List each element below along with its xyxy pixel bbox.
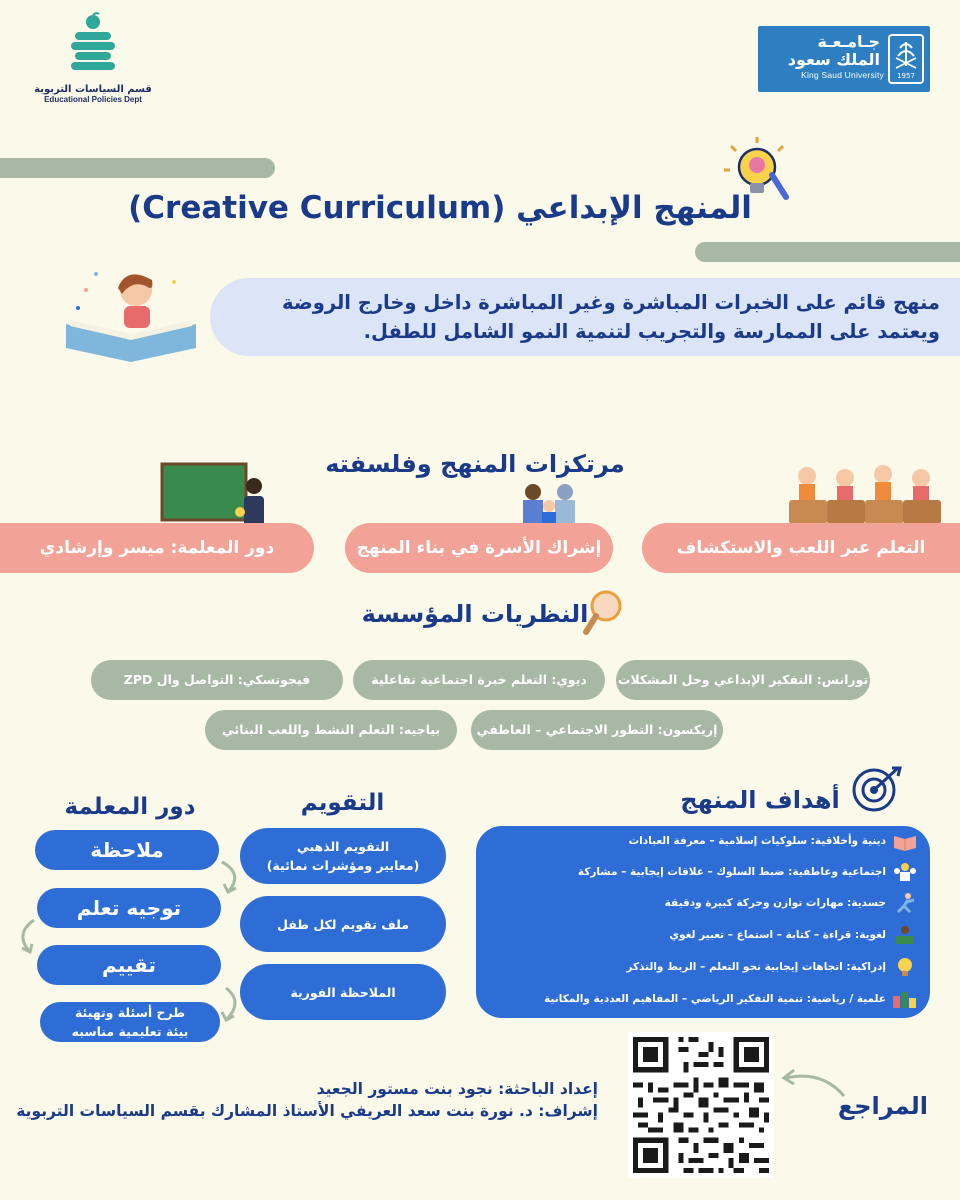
prepared-by: إعداد الباحثة: نجود بنت مستور الجعيد: [316, 1080, 598, 1098]
target-icon: [850, 764, 904, 814]
ksu-year: 1957: [897, 72, 915, 80]
chalkboard-teacher-icon: [160, 462, 270, 532]
teacher-role-guidance: توجيه تعلم: [37, 888, 221, 928]
evaluation-title: التقويم: [300, 790, 385, 816]
ksu-emblem-icon: [888, 34, 924, 84]
evaluation-item-line1: الملاحظة الفورية: [290, 984, 396, 1000]
page-title: المنهج الإبداعي (Creative Curriculum): [128, 190, 752, 226]
evaluation-golden-assessment: [240, 828, 446, 884]
goal-label: علمية / رياضية: تنمية التفكير الرياضي – المفاهيم العددية والمكانية: [544, 993, 886, 1005]
goal-item: [488, 984, 918, 1014]
idea-bulb-icon: [892, 956, 918, 978]
ksu-name-ar-line2: الملك سعود: [787, 50, 880, 69]
evaluation-item-line2: (معايير ومؤشرات نمائية): [266, 858, 420, 873]
kids-playing-icon: [785, 458, 945, 528]
books-apple-icon: [63, 12, 123, 76]
goals-box: [476, 826, 930, 1018]
references-label: المراجع: [837, 1092, 928, 1120]
evaluation-item-line1: ملف تقويم لكل طفل: [277, 916, 409, 932]
dept-logo: [28, 12, 158, 106]
dept-name-ar: قسم السياسات التربوية: [34, 84, 152, 95]
goal-label: لغوية: قراءة – كتابة – استماع – تعبير لغوي: [669, 929, 886, 941]
goal-item: [488, 920, 918, 950]
pillar-teacher-role: دور المعلمة: ميسر وإرشادي: [0, 523, 314, 573]
decorative-bar-right: [695, 242, 960, 262]
theory-torrance: تورانس: التفكير الإبداعي وحل المشكلات: [616, 660, 870, 700]
evaluation-item-line1: التقويم الذهبي: [296, 839, 390, 854]
intro-text: منهج قائم على الخبرات المباشرة وغير المباشرة داخل وخارج الروضة ويعتمد على الممارسة والتجريب لتنمية النمو الشامل للطفل.: [282, 291, 940, 343]
goal-item: [488, 952, 918, 982]
math-science-icon: [892, 988, 918, 1010]
pillar-play-exploration: التعلم عبر اللعب والاستكشاف: [642, 523, 960, 573]
theory-erikson: إريكسون: التطور الاجتماعي – العاطفي: [471, 710, 723, 750]
decorative-bar-top: [0, 158, 275, 178]
goal-label: دينية وأخلاقية: سلوكيات إسلامية – معرفة العبادات: [628, 835, 886, 847]
goal-label: إدراكية: اتجاهات إيجابية نحو التعلم – الربط والتذكر: [626, 961, 886, 973]
ksu-name-en: King Saud University: [801, 70, 884, 80]
reading-child-icon: [892, 924, 918, 946]
teacher-role-assessment: تقييم: [37, 945, 221, 985]
pillar-family-involvement: إشراك الأسرة في بناء المنهج: [345, 523, 613, 573]
social-group-icon: [892, 861, 918, 883]
flow-arrows-icon: [0, 840, 260, 1040]
teacher-role-title: دور المعلمة: [64, 794, 196, 820]
theories-title: النظريات المؤسسة: [361, 600, 589, 628]
goal-label: اجتماعية وعاطفية: ضبط السلوك – علاقات إيجابية – مشاركة: [577, 866, 886, 878]
ksu-logo: [758, 26, 930, 92]
intro-box: [210, 278, 960, 356]
ksu-name-ar: [762, 33, 880, 69]
theory-vygotsky: فيجوتسكي: التواصل وال ZPD: [91, 660, 343, 700]
evaluation-instant-observation: [240, 964, 446, 1020]
goal-label: جسدية: مهارات توازن وحركة كبيرة ودقيقة: [664, 897, 886, 909]
teacher-role-questions-line1: طرح أسئلة وتهيئة: [74, 1005, 186, 1020]
ksu-name-ar-line1: جـامـعـة: [817, 32, 880, 51]
goal-item: [488, 857, 918, 887]
dept-name-en: Educational Policies Dept: [44, 95, 142, 104]
references-qr-code[interactable]: [628, 1032, 774, 1178]
teacher-role-questions-line2: بيئة تعليمية مناسبه: [71, 1024, 189, 1039]
theory-piaget: بياجيه: التعلم النشط واللعب البنائي: [205, 710, 457, 750]
supervised-by: إشراف: د. نورة بنت سعد العريفي الأستاذ المشارك بقسم السياسات التربوية: [16, 1102, 598, 1120]
qr-code-icon: [628, 1032, 774, 1178]
running-child-icon: [892, 892, 918, 914]
evaluation-child-portfolio: [240, 896, 446, 952]
open-book-icon: [892, 830, 918, 852]
pillars-title: مرتكزات المنهج وفلسفته: [325, 450, 625, 478]
teacher-role-observation: ملاحظة: [35, 830, 219, 870]
magnifier-icon: [582, 588, 624, 636]
theory-dewey: ديوي: التعلم خبرة اجتماعية تفاعلية: [353, 660, 605, 700]
goal-item: [488, 826, 918, 856]
child-reading-book-icon: [56, 262, 206, 362]
goals-title: أهداف المنهج: [680, 786, 840, 814]
goal-item: [488, 888, 918, 918]
